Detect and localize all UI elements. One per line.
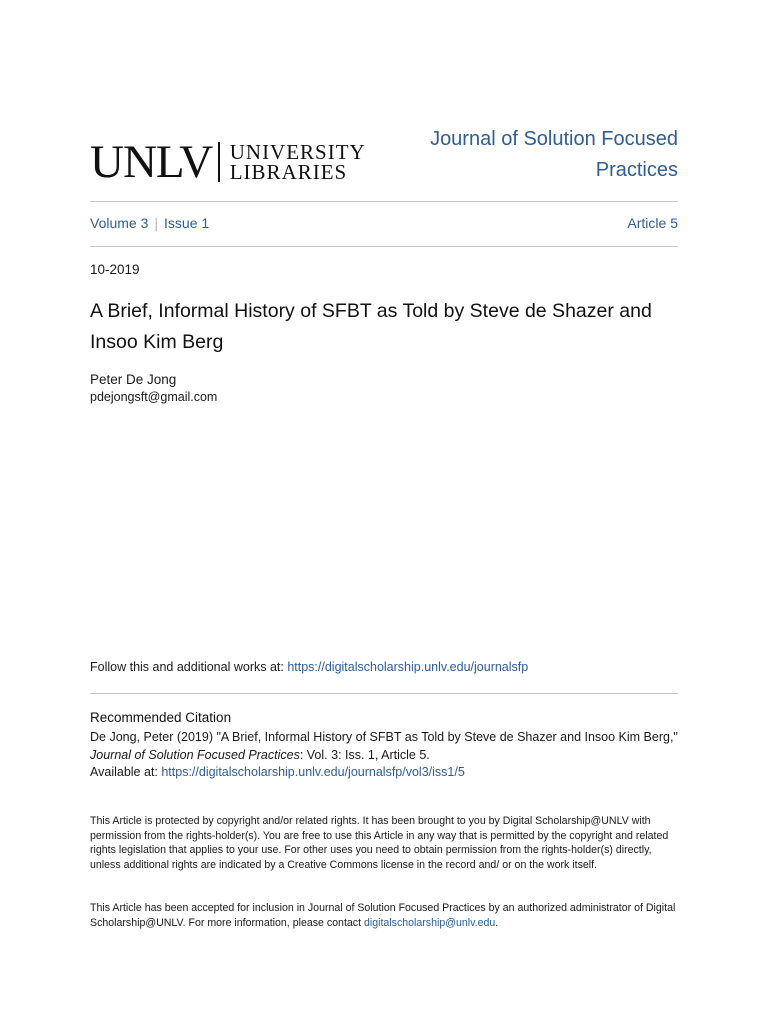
- rights-statement: This Article is protected by copyright and/or related rights. It has been brought to you by Digital Scholarship@UNLV with permission from the rights-holder(s). You are free to use this Article in any way that is permitted by the copyright and related rights legislation that applies to your use. For other uses you need to obtain permission from the rights-holder(s) directly, unless additional rights are indicated by a Creative Commons license in the record and/ or on the work itself.: [90, 815, 669, 871]
- citation-volume-info: : Vol. 3: Iss. 1, Article 5.: [299, 747, 430, 762]
- journal-title-line1: Journal of Solution Focused: [430, 128, 678, 150]
- available-at-label: Available at:: [90, 765, 162, 779]
- citation-line1: De Jong, Peter (2019) "A Brief, Informal History of SFBT as Told by Steve de Shazer and Insoo Kim Berg,": [90, 730, 678, 744]
- follow-text: Follow this and additional works at:: [90, 660, 288, 674]
- acceptance-end: .: [495, 916, 499, 929]
- author-name: Peter De Jong: [90, 372, 177, 387]
- article-number-link[interactable]: Article 5: [627, 215, 678, 231]
- acceptance-statement: [90, 901, 680, 930]
- available-at-link[interactable]: https://digitalscholarship.unlv.edu/journalsfp/vol3/iss1/5: [161, 765, 465, 779]
- article-title: A Brief, Informal History of SFBT as Told by Steve de Shazer and Insoo Kim Berg: [90, 300, 652, 353]
- follow-url-link[interactable]: https://digitalscholarship.unlv.edu/journalsfp: [287, 660, 529, 674]
- acceptance-text: This Article has been accepted for inclusion in Journal of Solution Focused Practices by an authorized administrator of Digital Scholarship@UNLV. For more information, please contact: [90, 902, 676, 929]
- follow-line: [90, 660, 528, 674]
- citation-journal-name: Journal of Solution Focused Practices: [90, 747, 300, 762]
- logo-libraries-text: [230, 142, 366, 182]
- issue-separator: |: [154, 215, 159, 231]
- citation-block: [90, 729, 680, 782]
- logo-unlv-text: UNLV: [90, 136, 213, 188]
- journal-title-line2: Practices: [595, 159, 678, 181]
- volume-link[interactable]: Volume 3: [90, 215, 149, 231]
- recommended-citation-heading: Recommended Citation: [90, 710, 232, 725]
- publication-date: 10-2019: [90, 262, 140, 277]
- logo-line-libraries: LIBRARIES: [229, 160, 348, 184]
- citation-divider: [90, 693, 678, 694]
- logo-line-university: UNIVERSITY: [229, 140, 366, 164]
- citation-line3: [90, 764, 680, 782]
- unlv-libraries-logo: [90, 136, 366, 188]
- citation-line2: [90, 747, 680, 765]
- issue-divider: [90, 246, 678, 247]
- journal-title-link[interactable]: [378, 124, 678, 186]
- issue-navigation: [90, 213, 678, 233]
- issue-link[interactable]: Issue 1: [164, 215, 210, 231]
- logo-divider: [218, 142, 220, 182]
- contact-email-link[interactable]: digitalscholarship@unlv.edu: [363, 916, 496, 929]
- author-email: pdejongsft@gmail.com: [90, 390, 218, 404]
- top-divider: [90, 201, 678, 202]
